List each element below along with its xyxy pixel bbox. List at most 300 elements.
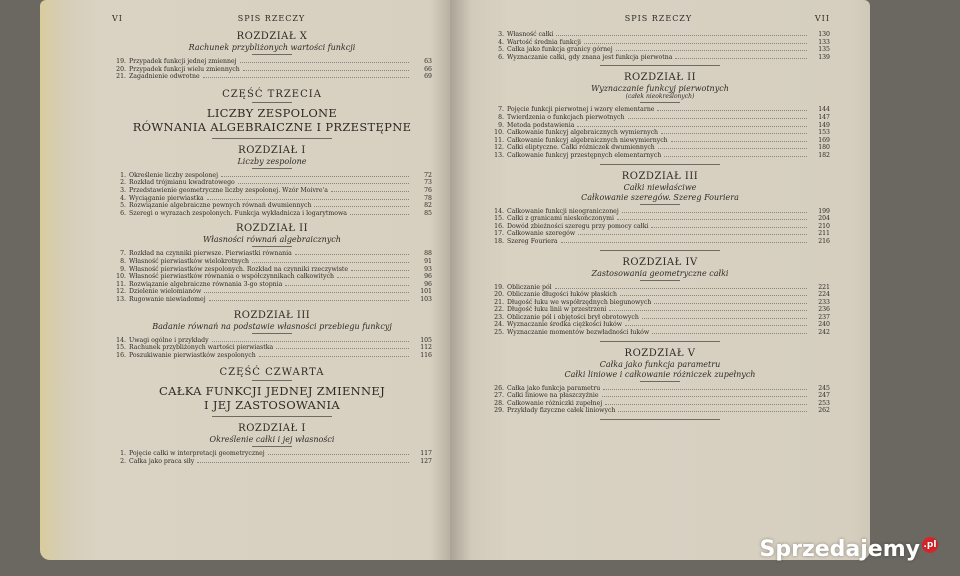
entry-title: Całkowanie funkcyj algebraicznych niewymiernych — [507, 136, 668, 144]
entry-number: 6. — [498, 53, 504, 61]
dot-leader — [276, 348, 409, 349]
entry-title: Określenie liczby zespolonej — [129, 171, 219, 179]
right-page-content — [490, 14, 830, 425]
entry-page: 247 — [818, 392, 830, 400]
entry-page: 72 — [424, 171, 432, 179]
toc-list — [112, 450, 432, 465]
dot-leader — [285, 285, 409, 286]
dot-leader — [238, 183, 409, 184]
dot-leader — [314, 206, 409, 207]
entry-number: 21. — [116, 73, 126, 81]
entry-page: 88 — [424, 250, 432, 258]
rule — [600, 341, 720, 342]
toc-entry — [490, 284, 830, 292]
chapter-title: Całki niewłaściwe — [623, 182, 697, 192]
entry-page: 117 — [420, 450, 432, 458]
dot-leader — [622, 212, 807, 213]
toc-list — [112, 337, 432, 360]
part-title: CAŁKA FUNKCJI JEDNEJ ZMIENNEJ — [159, 384, 385, 399]
chapter-heading: ROZDZIAŁ IV — [622, 256, 698, 268]
entry-title: Wyciąganie pierwiastka — [129, 194, 204, 202]
entry-number: 4. — [498, 38, 504, 46]
left-page — [40, 0, 450, 560]
chapter-title: Całka jako funkcja parametru — [599, 359, 721, 369]
entry-page: 63 — [424, 58, 432, 65]
toc-list — [490, 31, 830, 61]
chapter-title: Określenie całki i jej własności — [209, 435, 335, 445]
entry-page: 78 — [424, 194, 432, 202]
dot-leader — [295, 254, 409, 255]
entry-title: Całkowanie funkcji nieograniczonej — [507, 207, 619, 215]
open-book — [40, 0, 870, 576]
toc-entry — [490, 306, 830, 314]
entry-number: 26. — [494, 384, 504, 392]
entry-number: 18. — [494, 237, 504, 245]
entry-page: 147 — [818, 113, 830, 121]
entry-number: 1. — [120, 171, 126, 179]
toc-entry — [490, 291, 830, 299]
entry-page: 96 — [424, 280, 432, 288]
entry-number: 9. — [120, 265, 126, 273]
chapter-title: Własności równań algebraicznych — [203, 235, 341, 245]
entry-page: 73 — [424, 179, 432, 187]
entry-page: 240 — [818, 321, 830, 329]
dot-leader — [628, 118, 808, 119]
entry-page: 135 — [818, 46, 830, 54]
entry-page: 82 — [424, 202, 432, 210]
dot-leader — [578, 234, 807, 235]
toc-entry — [490, 114, 830, 122]
entry-page: 245 — [818, 384, 830, 392]
running-head-right — [490, 14, 830, 23]
entry-page: 144 — [818, 106, 830, 114]
entry-number: 15. — [116, 344, 126, 352]
toc-entry — [112, 458, 432, 466]
entry-number: 19. — [116, 58, 126, 65]
toc-entry — [112, 296, 432, 304]
toc-entry — [490, 299, 830, 307]
entry-number: 29. — [494, 407, 504, 415]
running-head-left — [112, 14, 432, 23]
entry-title: Obliczanie pól i objętości brył obrotowych — [507, 313, 639, 321]
part-title: I JEJ ZASTOSOWANIA — [204, 398, 340, 413]
entry-page: 66 — [424, 65, 432, 73]
rule — [640, 381, 680, 382]
dot-leader — [268, 454, 409, 455]
toc-entry — [490, 329, 830, 337]
entry-title: Rachunek przybliżonych wartości pierwiastka — [129, 344, 274, 352]
toc-entry — [490, 230, 830, 238]
entry-title: Całkowanie różniczki zupełnej — [507, 399, 603, 407]
entry-page: 133 — [818, 38, 830, 46]
entry-title: Całka jako funkcja parametru — [507, 384, 601, 392]
entry-title: Metoda podstawienia — [507, 121, 575, 129]
toc-list — [490, 385, 830, 415]
toc-entry — [490, 385, 830, 393]
toc-entry — [490, 208, 830, 216]
toc-entry — [490, 400, 830, 408]
chapter-subtitle: (całek nieokreślonych) — [625, 93, 695, 101]
entry-page: 116 — [420, 351, 432, 359]
entry-page: 85 — [424, 209, 432, 217]
rule — [252, 446, 292, 447]
entry-title: Rozwiązanie algebraiczne równania 3-go stopnia — [129, 280, 283, 288]
toc-entry — [490, 407, 830, 415]
entry-title: Przypadek funkcji jednej zmiennej — [129, 58, 237, 65]
entry-page: 180 — [818, 144, 830, 152]
entry-page: 130 — [818, 31, 830, 38]
dot-leader — [351, 270, 409, 271]
entry-number: 2. — [120, 179, 126, 187]
entry-title: Całki z granicami nieskończonymi — [507, 215, 614, 223]
toc-entry — [112, 58, 432, 66]
entry-page: 93 — [424, 265, 432, 273]
entry-number: 16. — [116, 351, 126, 359]
rule — [252, 102, 292, 103]
entry-title: Szeregi o wyrazach zespolonych. Funkcja wykładnicza i logarytmowa — [129, 209, 347, 217]
toc-list — [490, 106, 830, 159]
dot-leader — [654, 303, 807, 304]
entry-title: Własność całki — [507, 31, 554, 38]
chapter-title: Wyznaczanie funkcyj pierwotnych — [591, 84, 729, 94]
entry-title: Wyznaczanie całki, gdy znana jest funkcja pierwotna — [507, 53, 673, 61]
entry-title: Całka jako funkcja granicy górnej — [507, 46, 613, 54]
entry-number: 8. — [498, 113, 504, 121]
rule — [640, 204, 680, 205]
rule — [252, 246, 292, 247]
chapter-title: Liczby zespolone — [237, 156, 307, 166]
entry-page: 96 — [424, 273, 432, 281]
dot-leader — [671, 141, 807, 142]
chapter-heading: ROZDZIAŁ II — [623, 72, 697, 84]
entry-page: 199 — [818, 207, 830, 215]
dot-leader — [203, 77, 409, 78]
entry-title: Pojęcie funkcji pierwotnej i wzory elementarne — [507, 106, 655, 114]
toc-entry — [490, 122, 830, 130]
toc-entry — [490, 106, 830, 114]
entry-number: 7. — [498, 106, 504, 114]
toc-entry — [490, 54, 830, 62]
entry-title: Całki eliptyczne. Całki różniczek dwumiennych — [507, 144, 655, 152]
toc-entry — [490, 321, 830, 329]
entry-page: 105 — [420, 336, 432, 344]
toc-list — [490, 284, 830, 337]
rule — [252, 333, 292, 334]
rule — [600, 419, 720, 420]
dot-leader — [609, 310, 807, 311]
entry-title: Długość łuku we współrzędnych biegunowych — [507, 298, 652, 306]
entry-number: 9. — [498, 121, 504, 129]
toc-list — [112, 250, 432, 303]
entry-page: 103 — [420, 295, 432, 303]
entry-number: 10. — [116, 273, 126, 281]
entry-page: 153 — [818, 129, 830, 137]
entry-page: 91 — [424, 257, 432, 265]
dot-leader — [617, 219, 807, 220]
entry-number: 2. — [120, 457, 126, 465]
entry-title: Całkowanie funkcyj przestępnych elementarnych — [507, 151, 662, 159]
rule — [600, 164, 720, 165]
entry-page: 236 — [818, 306, 830, 314]
entry-title: Wyznaczanie momentów bezwładności łuków — [507, 329, 650, 337]
entry-page: 182 — [818, 151, 830, 159]
entry-number: 8. — [120, 257, 126, 265]
entry-number: 3. — [498, 31, 504, 38]
entry-number: 19. — [494, 283, 504, 291]
toc-entry — [112, 288, 432, 296]
dot-leader — [625, 325, 807, 326]
toc-entry — [112, 258, 432, 266]
entry-title: Całki liniowe na płaszczyźnie — [507, 392, 599, 400]
entry-page: 224 — [818, 291, 830, 299]
toc-entry — [490, 137, 830, 145]
toc-entry — [112, 172, 432, 180]
dot-leader — [675, 58, 807, 59]
chapter-title: Rachunek przybliżonych wartości funkcji — [188, 43, 356, 52]
left-page-content — [112, 14, 432, 469]
entry-number: 20. — [494, 291, 504, 299]
entry-title: Przykłady fizyczne całek liniowych — [507, 407, 616, 415]
entry-number: 17. — [494, 230, 504, 238]
dot-leader — [561, 242, 807, 243]
toc-entry — [112, 450, 432, 458]
entry-number: 25. — [494, 329, 504, 337]
toc-entry — [112, 187, 432, 195]
dot-leader — [618, 411, 807, 412]
entry-number: 5. — [120, 202, 126, 210]
dot-leader — [657, 110, 807, 111]
dot-leader — [605, 404, 807, 405]
entry-number: 22. — [494, 306, 504, 314]
toc-list — [490, 208, 830, 246]
right-page — [450, 0, 870, 560]
entry-number: 24. — [494, 321, 504, 329]
toc-entry — [490, 215, 830, 223]
dot-leader — [252, 262, 409, 263]
sprzedajemy-watermark — [760, 537, 939, 562]
toc-entry — [112, 281, 432, 289]
toc-entry — [112, 337, 432, 345]
entry-number: 23. — [494, 313, 504, 321]
dot-leader — [658, 148, 807, 149]
dot-leader — [212, 341, 409, 342]
entry-page: 253 — [818, 399, 830, 407]
rule — [252, 380, 292, 381]
entry-number: 12. — [116, 288, 126, 296]
toc-entry — [490, 238, 830, 246]
toc-entry — [490, 31, 830, 39]
entry-title: Własność pierwiastków wielokrotnych — [129, 257, 249, 265]
chapter-heading: ROZDZIAŁ I — [238, 423, 306, 435]
entry-title: Szereg Fouriera — [507, 237, 558, 245]
entry-title: Własność pierwiastków zespolonych. Rozkład na czynniki rzeczywiste — [129, 265, 349, 273]
dot-leader — [240, 62, 409, 63]
chapter-title-2: Całki liniowe i całkowanie różniczek zupełnych — [564, 369, 756, 379]
toc-entry — [112, 179, 432, 187]
toc-entry — [490, 314, 830, 322]
dot-leader — [197, 462, 409, 463]
entry-number: 13. — [116, 295, 126, 303]
dot-leader — [350, 214, 409, 215]
entry-page: 210 — [818, 222, 830, 230]
chapter-heading: ROZDZIAŁ X — [236, 31, 308, 42]
running-title: SPIS RZECZY — [237, 14, 306, 23]
entry-page: 211 — [818, 230, 830, 238]
entry-title: Przypadek funkcji wielu zmiennych — [129, 65, 240, 73]
entry-page: 69 — [424, 73, 432, 81]
watermark-badge: .pl — [922, 537, 938, 553]
entry-page: 233 — [818, 298, 830, 306]
dot-leader — [331, 191, 409, 192]
entry-title: Zagadnienie odwrotne — [129, 73, 200, 81]
chapter-heading: ROZDZIAŁ III — [233, 309, 311, 321]
entry-page: 216 — [818, 237, 830, 245]
entry-title: Uwagi ogólne i przykłady — [129, 336, 209, 344]
entry-number: 1. — [120, 450, 126, 458]
entry-title: Obliczanie długości łuków płaskich — [507, 291, 617, 299]
entry-page: 221 — [818, 283, 830, 291]
dot-leader — [620, 295, 807, 296]
toc-entry — [112, 344, 432, 352]
toc-entry — [112, 66, 432, 74]
entry-number: 27. — [494, 392, 504, 400]
part-heading: CZĘŚĆ TRZECIA — [222, 88, 322, 100]
rule — [252, 54, 292, 55]
entry-title: Rozkład trójmianu kwadratowego — [129, 179, 235, 187]
toc-list — [112, 58, 432, 81]
rule — [212, 138, 332, 139]
entry-page: 149 — [818, 121, 830, 129]
dot-leader — [584, 43, 807, 44]
toc-entry — [112, 250, 432, 258]
entry-title: Rugowanie niewiadomej — [129, 295, 206, 303]
toc-entry — [490, 144, 830, 152]
part-title: LICZBY ZESPOLONE — [206, 105, 338, 120]
watermark-text: Sprzedajemy — [759, 537, 920, 562]
entry-page: 169 — [818, 136, 830, 144]
entry-number: 7. — [120, 250, 126, 258]
entry-title: Wartość średnia funkcji — [507, 38, 582, 46]
entry-title: Pojęcie całki w interpretacji geometrycznej — [129, 450, 265, 458]
dot-leader — [259, 356, 409, 357]
entry-page: 127 — [420, 457, 432, 465]
entry-title: Obliczanie pól — [507, 283, 552, 291]
entry-title: Wyznaczanie środka ciężkości łuków — [507, 321, 623, 329]
dot-leader — [661, 133, 807, 134]
entry-number: 16. — [494, 222, 504, 230]
toc-entry — [490, 39, 830, 47]
toc-entry — [490, 46, 830, 54]
entry-title: Całkowanie funkcyj algebraicznych wymiernych — [507, 129, 659, 137]
toc-entry — [112, 210, 432, 218]
part-title: RÓWNANIA ALGEBRAICZNE I PRZESTĘPNE — [132, 119, 412, 134]
entry-title: Własność pierwiastków równania o współczynnikach całkowitych — [129, 273, 334, 281]
dot-leader — [209, 300, 409, 301]
toc-entry — [112, 195, 432, 203]
entry-number: 14. — [116, 336, 126, 344]
entry-title: Całka jako praca siły — [129, 457, 195, 465]
entry-title: Dowód zbieżności szeregu przy pomocy całki — [507, 222, 649, 230]
dot-leader — [652, 333, 807, 334]
rule — [252, 168, 292, 169]
entry-title: Poszukiwanie pierwiastków zespolonych — [129, 351, 256, 359]
toc-entry — [490, 152, 830, 160]
entry-page: 242 — [818, 329, 830, 337]
entry-number: 11. — [116, 280, 126, 288]
rule — [600, 250, 720, 251]
entry-title: Długość łuku linii w przestrzeni — [507, 306, 607, 314]
entry-title: Rozkład na czynniki pierwsze. Pierwiastki równania — [129, 250, 292, 258]
entry-number: 10. — [494, 129, 504, 137]
running-title: SPIS RZECZY — [624, 14, 693, 23]
dot-leader — [337, 277, 409, 278]
page-number: VI — [112, 14, 123, 23]
entry-title: Rozwiązanie algebraiczne pewnych równań dwumiennych — [129, 202, 312, 210]
entry-number: 14. — [494, 207, 504, 215]
dot-leader — [221, 176, 409, 177]
entry-number: 4. — [120, 194, 126, 202]
entry-number: 13. — [494, 151, 504, 159]
toc-entry — [490, 129, 830, 137]
rule — [212, 416, 332, 417]
entry-title: Przedstawienie geometryczne liczby zespolonej. Wzór Moivre'a — [129, 186, 328, 194]
entry-number: 12. — [494, 144, 504, 152]
dot-leader — [243, 70, 409, 71]
rule — [600, 65, 720, 66]
dot-leader — [577, 126, 807, 127]
entry-number: 5. — [498, 46, 504, 54]
rule — [640, 102, 680, 103]
entry-number: 15. — [494, 215, 504, 223]
entry-title: Całkowanie szeregów — [507, 230, 576, 238]
entry-page: 112 — [420, 344, 432, 352]
toc-entry — [490, 223, 830, 231]
page-number: VII — [814, 14, 830, 23]
toc-list — [112, 172, 432, 218]
dot-leader — [207, 199, 409, 200]
entry-page: 237 — [818, 313, 830, 321]
part-heading: CZĘŚĆ CZWARTA — [219, 367, 325, 379]
dot-leader — [616, 50, 807, 51]
toc-entry — [112, 273, 432, 281]
chapter-title-2: Całkowanie szeregów. Szereg Fouriera — [581, 192, 739, 202]
entry-number: 3. — [120, 186, 126, 194]
dot-leader — [603, 389, 807, 390]
chapter-heading: ROZDZIAŁ V — [624, 347, 696, 359]
entry-number: 21. — [494, 298, 504, 306]
toc-entry — [112, 73, 432, 81]
dot-leader — [556, 35, 807, 36]
chapter-heading: ROZDZIAŁ II — [235, 223, 309, 235]
dot-leader — [664, 156, 807, 157]
entry-page: 262 — [818, 407, 830, 415]
chapter-title: Zastosowania geometryczne całki — [591, 268, 729, 278]
toc-entry — [490, 392, 830, 400]
chapter-heading: ROZDZIAŁ I — [238, 144, 306, 156]
toc-entry — [112, 202, 432, 210]
dot-leader — [602, 396, 807, 397]
entry-page: 139 — [818, 53, 830, 61]
entry-number: 28. — [494, 399, 504, 407]
entry-page: 101 — [420, 288, 432, 296]
entry-number: 11. — [494, 136, 504, 144]
entry-page: 204 — [818, 215, 830, 223]
entry-number: 6. — [120, 209, 126, 217]
toc-entry — [112, 266, 432, 274]
entry-number: 20. — [116, 65, 126, 73]
dot-leader — [642, 318, 807, 319]
chapter-heading: ROZDZIAŁ III — [621, 170, 699, 182]
